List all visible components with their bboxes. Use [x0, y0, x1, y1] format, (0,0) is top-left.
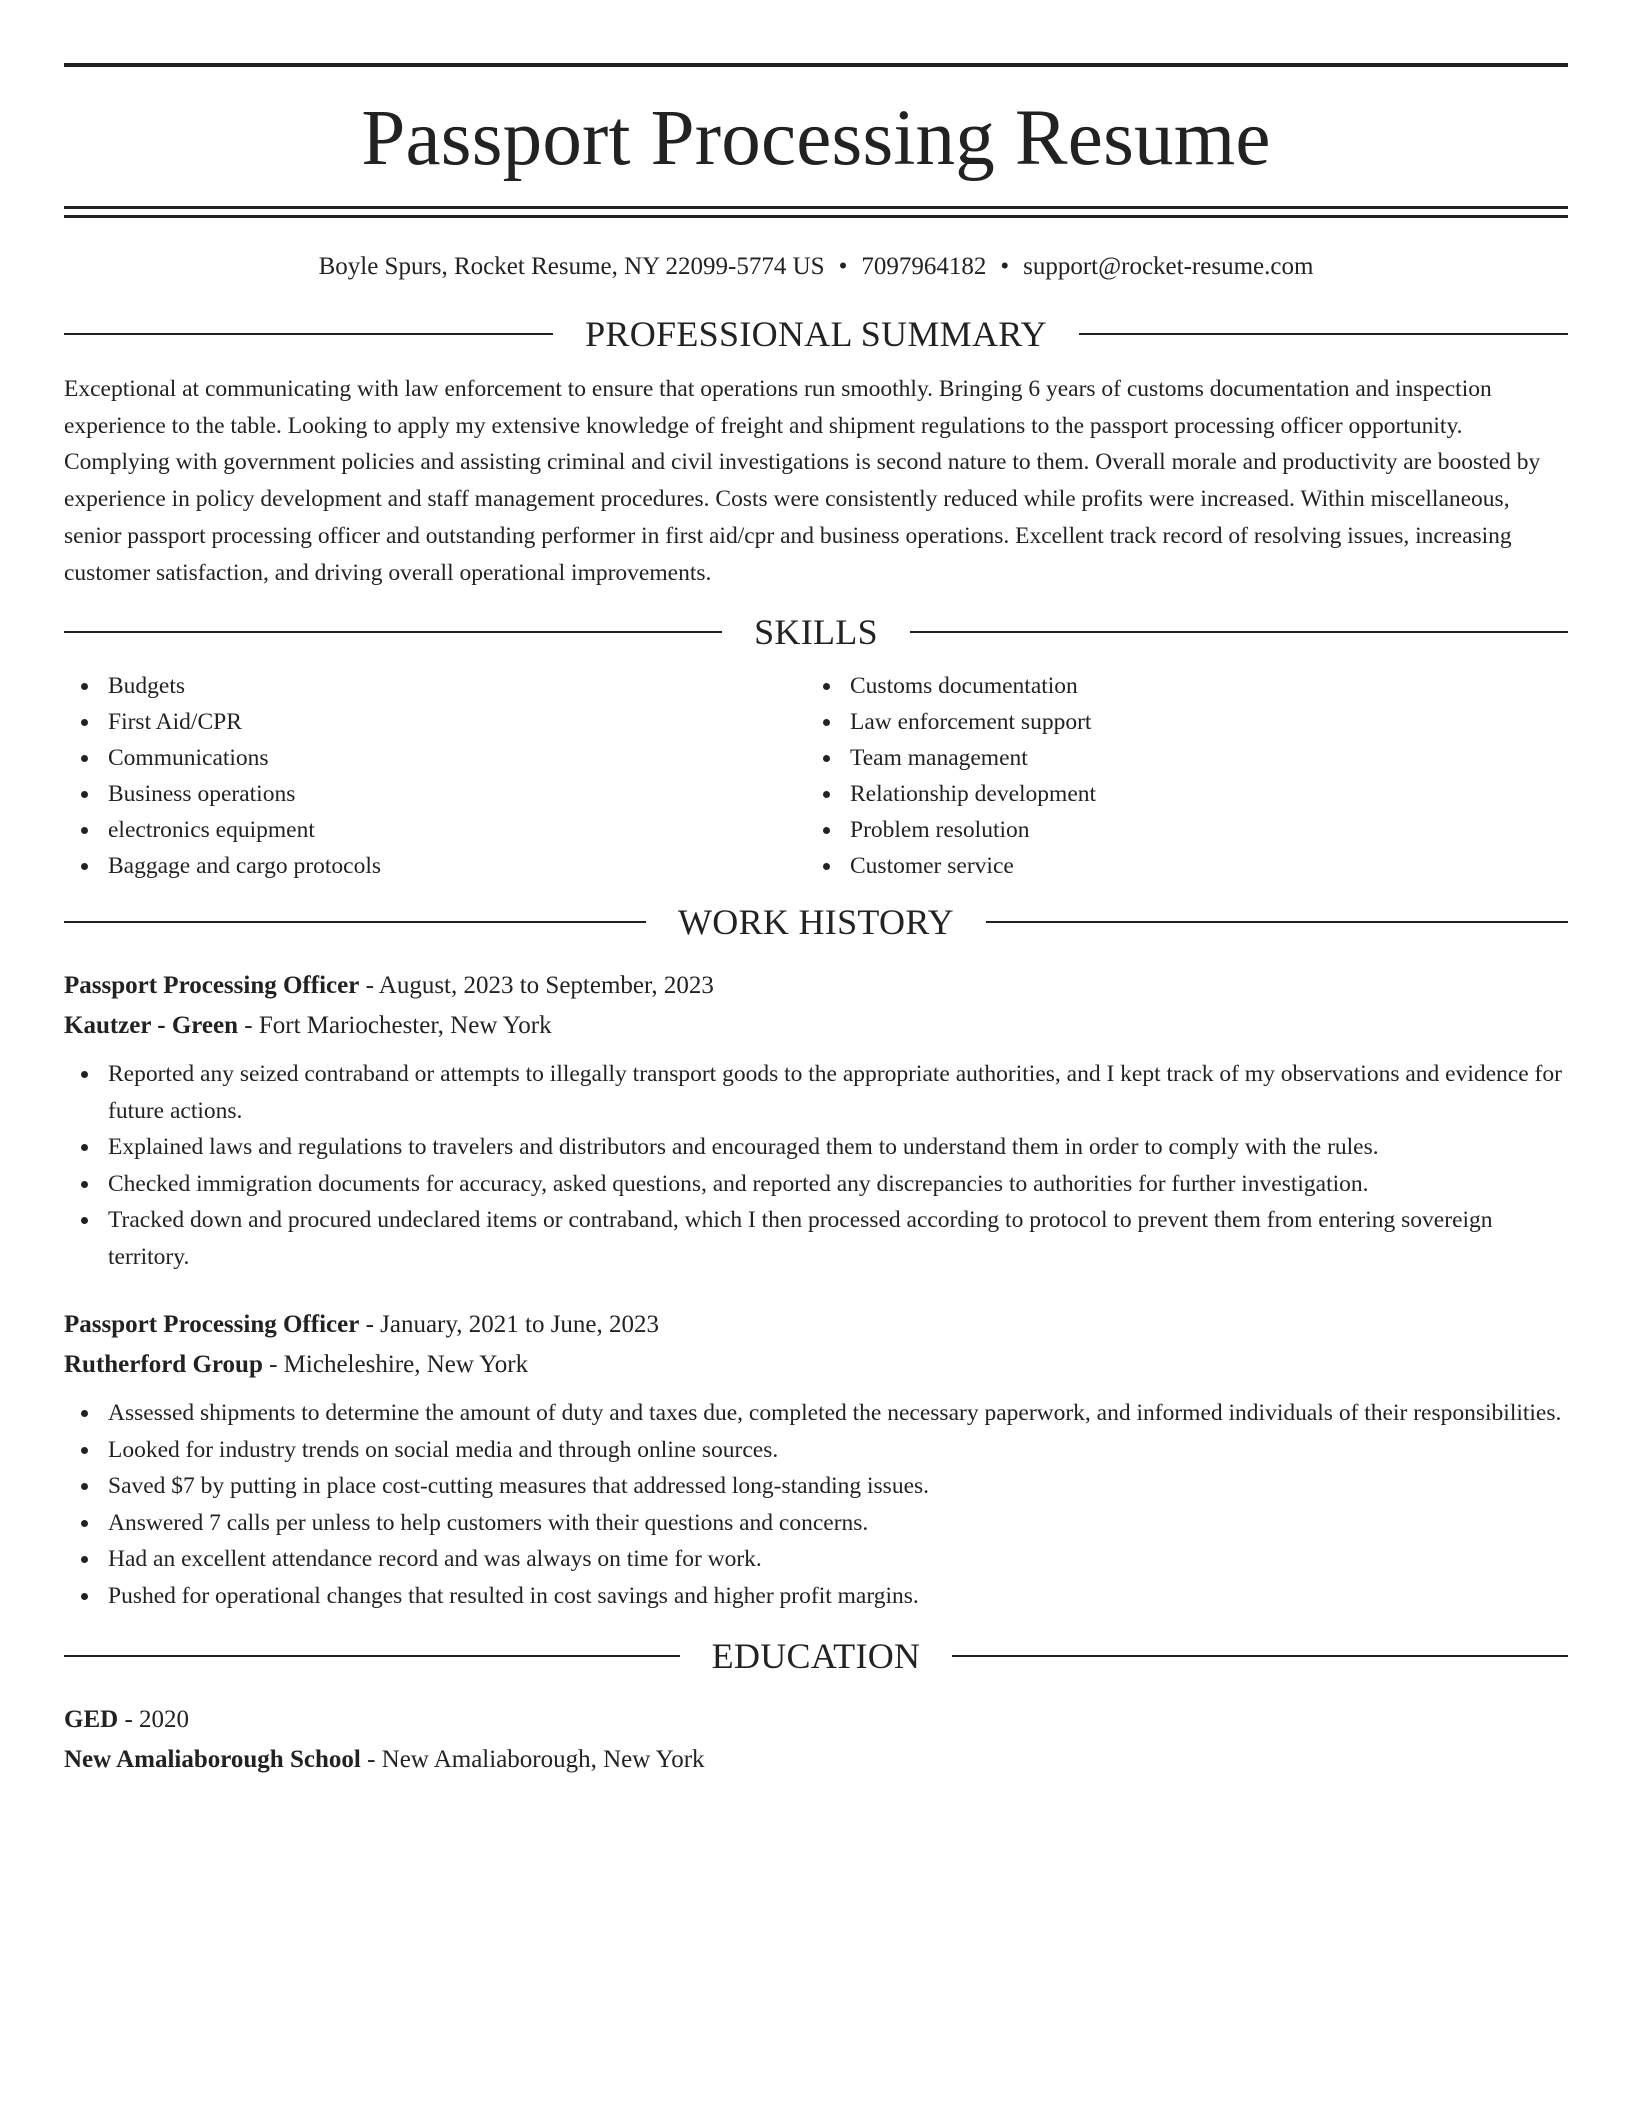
contact-separator: •: [838, 253, 848, 280]
education-location: - New Amaliaborough, New York: [360, 1746, 705, 1774]
header-rule-lower: [64, 215, 1568, 218]
skills-list: [64, 668, 1568, 884]
section-title: EDUCATION: [711, 1636, 921, 1677]
job-company-line: [64, 1006, 1568, 1046]
section-heading-summary: [64, 316, 1568, 352]
job-title: Passport Processing Officer: [64, 972, 360, 1000]
education-year: - 2020: [118, 1706, 190, 1734]
education-degree-line: [64, 1700, 1568, 1740]
professional-summary-text: Exceptional at communicating with law enforcement to ensure that operations run smoothly. Bringing 6 years of customs documentation and inspection experience to the table. Looking to apply my extensive knowledge of freight and shipment regulations to the passport processing officer opportunity. Complying with government policies and assisting criminal and civil investigations is second nature to them. Overall morale and productivity are boosted by experience in policy development and staff management procedures. Costs were consistently reduced while profits were increased. Within miscellaneous, senior passport processing officer and outstanding performer in first aid/cpr and business operations. Excellent track record of resolving issues, increasing customer satisfaction, and driving overall operational improvements.: [64, 376, 1541, 586]
contact-separator: •: [1000, 253, 1010, 280]
education-school: New Amaliaborough School: [64, 1746, 361, 1774]
job-dates: - August, 2023 to September, 2023: [359, 972, 714, 1000]
heading-rule: [64, 631, 722, 633]
job-bullet: Had an excellent attendance record and was always on time for work.: [64, 1541, 1568, 1578]
skill-item: Team management: [806, 740, 1548, 776]
section-title: WORK HISTORY: [678, 902, 954, 943]
header-rule-upper: [64, 206, 1568, 209]
job-location: - Micheleshire, New York: [262, 1351, 529, 1379]
heading-rule: [1079, 333, 1568, 335]
job-entry: [64, 1305, 1568, 1614]
skill-item: Problem resolution: [806, 812, 1548, 848]
job-title-line: [64, 966, 1568, 1006]
heading-rule: [952, 1655, 1568, 1657]
section-heading-skills: [64, 612, 1568, 653]
job-company-line: [64, 1345, 1568, 1385]
job-bullet: Answered 7 calls per unless to help customers with their questions and concerns.: [64, 1505, 1568, 1542]
skill-item: Customs documentation: [806, 668, 1548, 704]
job-bullets: [64, 1056, 1568, 1275]
skill-item: Budgets: [64, 668, 806, 704]
heading-rule: [64, 921, 646, 923]
skills-column-right: [806, 668, 1548, 884]
contact-line: [64, 254, 1568, 279]
job-bullet: Assessed shipments to determine the amount of duty and taxes due, completed the necessary paperwork, and informed individuals of their responsibilities.: [64, 1395, 1568, 1432]
heading-rule: [64, 333, 553, 335]
skill-item: Business operations: [64, 776, 806, 812]
job-bullets: [64, 1395, 1568, 1614]
education-entry: [64, 1700, 1568, 1780]
job-bullet: Checked immigration documents for accuracy, asked questions, and reported any discrepancies to authorities for further investigation.: [64, 1166, 1568, 1203]
skill-item: Customer service: [806, 848, 1548, 884]
contact-address: Boyle Spurs, Rocket Resume, NY 22099-5774 US: [318, 253, 825, 280]
skill-item: Communications: [64, 740, 806, 776]
heading-rule: [986, 921, 1568, 923]
job-title-line: [64, 1305, 1568, 1345]
heading-rule: [910, 631, 1568, 633]
section-heading-education: [64, 1636, 1568, 1677]
job-bullet: Tracked down and procured undeclared items or contraband, which I then processed according to protocol to prevent them from entering sovereign territory.: [64, 1202, 1568, 1275]
heading-rule: [64, 1655, 680, 1657]
education-school-line: [64, 1740, 1568, 1780]
contact-phone: 7097964182: [861, 253, 987, 280]
job-bullet: Pushed for operational changes that resulted in cost savings and higher profit margins.: [64, 1578, 1568, 1615]
education-degree: GED: [64, 1706, 119, 1734]
job-bullet: Saved $7 by putting in place cost-cutting measures that addressed long-standing issues.: [64, 1468, 1568, 1505]
job-dates: - January, 2021 to June, 2023: [359, 1311, 660, 1339]
skills-column-left: [64, 668, 806, 884]
resume-page: [64, 63, 1568, 1780]
skill-item: First Aid/CPR: [64, 704, 806, 740]
section-title: PROFESSIONAL SUMMARY: [585, 314, 1047, 354]
section-heading-work-history: [64, 902, 1568, 943]
skill-item: electronics equipment: [64, 812, 806, 848]
job-location: - Fort Mariochester, New York: [238, 1012, 552, 1040]
job-bullet: Looked for industry trends on social media and through online sources.: [64, 1432, 1568, 1469]
contact-email: support@rocket-resume.com: [1023, 253, 1314, 280]
job-bullet: Reported any seized contraband or attempts to illegally transport goods to the appropriate authorities, and I kept track of my observations and evidence for future actions.: [64, 1056, 1568, 1129]
job-company: Rutherford Group: [64, 1351, 263, 1379]
job-bullet: Explained laws and regulations to travelers and distributors and encouraged them to understand them in order to comply with the rules.: [64, 1129, 1568, 1166]
page-title: Passport Processing Resume: [361, 95, 1271, 182]
job-title: Passport Processing Officer: [64, 1311, 360, 1339]
skill-item: Baggage and cargo protocols: [64, 848, 806, 884]
section-title: SKILLS: [754, 612, 878, 653]
skill-item: Relationship development: [806, 776, 1548, 812]
job-entry: [64, 966, 1568, 1275]
job-company: Kautzer - Green: [64, 1012, 239, 1040]
header-top-rule: [64, 63, 1568, 67]
skill-item: Law enforcement support: [806, 704, 1548, 740]
